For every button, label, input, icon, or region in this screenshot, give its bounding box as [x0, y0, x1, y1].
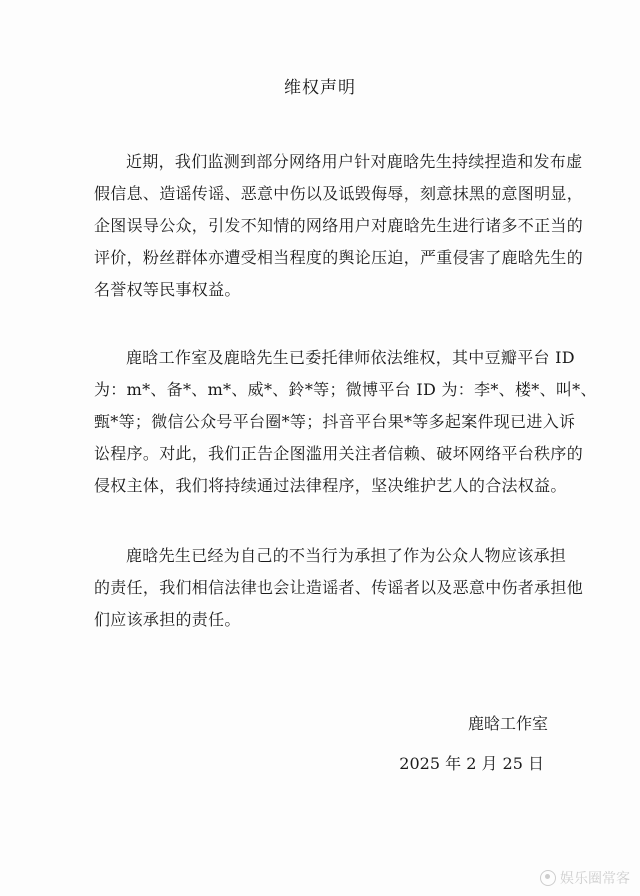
paragraph-line: 名誉权等民事权益。: [94, 280, 241, 299]
paragraph-line: 鹿晗先生已经为自己的不当行为承担了作为公众人物应该承担: [126, 546, 567, 565]
watermark-logo-icon: [540, 870, 556, 886]
paragraph-line: 讼程序。对此，我们正告企图滥用关注者信赖、破坏网络平台秩序的: [94, 444, 584, 463]
paragraph-line: 甄*等；微信公众号平台圈*等；抖音平台果*等多起案件现已进入诉: [94, 412, 576, 431]
document-date: 2025 年 2 月 25 日: [399, 754, 544, 773]
paragraph-3: [94, 540, 584, 636]
paragraph-line: 侵权主体，我们将持续通过法律程序，坚决维护艺人的合法权益。: [94, 476, 567, 495]
paragraph-2: [94, 342, 597, 502]
watermark-text: 娱乐圈常客: [560, 871, 630, 887]
paragraph-line: 评价，粉丝群体亦遭受相当程度的舆论压迫，严重侵害了鹿晗先生的: [94, 248, 584, 267]
paragraph-line: 近期，我们监测到部分网络用户针对鹿晗先生持续捏造和发布虚: [126, 152, 583, 171]
paragraph-line: 假信息、造谣传谣、恶意中伤以及诋毁侮辱，刻意抹黑的意图明显，: [94, 184, 584, 203]
watermark: [540, 868, 630, 888]
paragraph-1: [94, 146, 584, 306]
paragraph-line: 企图误导公众，引发不知情的网络用户对鹿晗先生进行诸多不正当的: [94, 216, 584, 235]
signature: 鹿晗工作室: [467, 714, 548, 733]
paragraph-line: 为：m*、备*、m*、威*、鈴*等；微博平台 ID 为：李*、楼*、叫*、: [94, 380, 597, 399]
paragraph-line: 鹿晗工作室及鹿晗先生已委托律师依法维权，其中豆瓣平台 ID: [126, 348, 575, 367]
document-title: 维权声明: [284, 78, 356, 98]
paragraph-line: 的责任，我们相信法律也会让造谣者、传谣者以及恶意中伤者承担他: [94, 578, 584, 597]
paragraph-line: 们应该承担的责任。: [94, 610, 241, 629]
